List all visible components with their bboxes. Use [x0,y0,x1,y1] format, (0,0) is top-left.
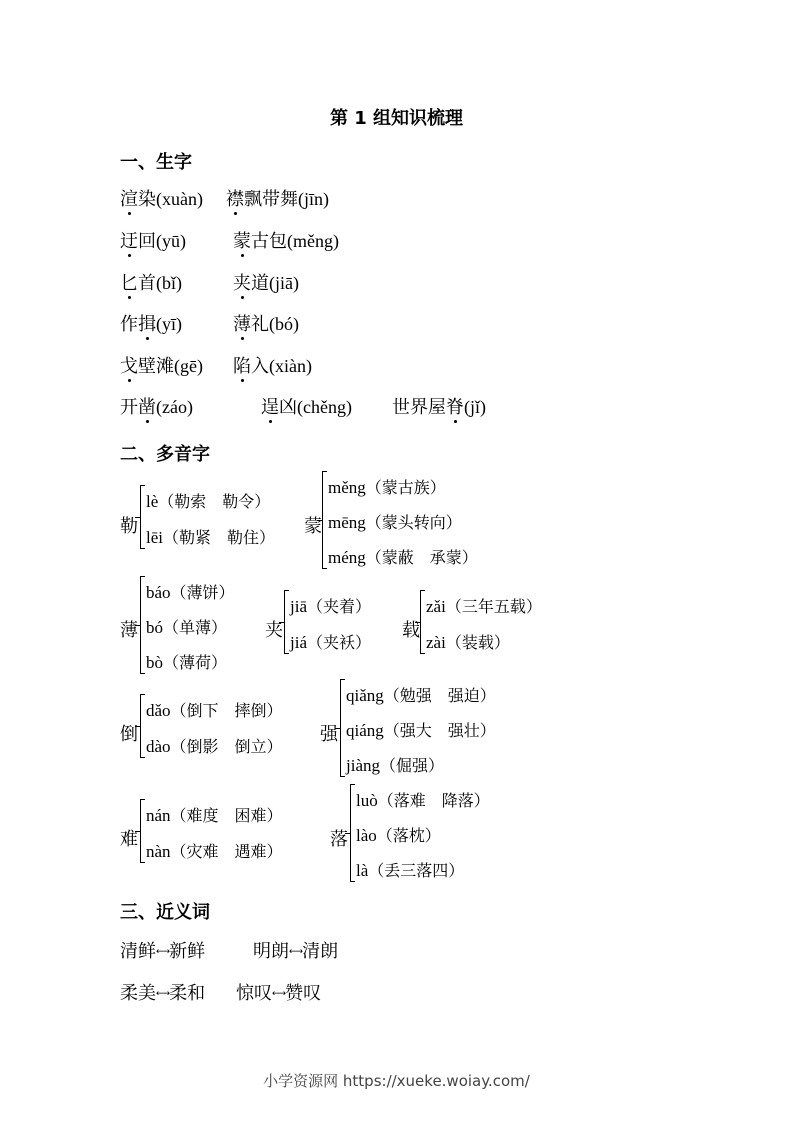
polyphone-reading [346,683,496,706]
pinyin: (bó) [269,314,299,334]
word-text: 作 [120,314,138,335]
word-text: 首 [138,273,156,294]
pinyin: zǎi [426,597,446,616]
dotted-char: 逞 [261,397,279,418]
brace-bracket [140,799,145,863]
pinyin: qiǎng [346,686,384,705]
pinyin: bò [146,653,163,672]
example-words: （勉强 强迫） [383,686,496,705]
synonym-word: 柔和 [169,983,206,1004]
synonym-word: 清朗 [302,941,339,962]
word-text: 世界屋 [392,397,446,418]
example-words: （单薄） [163,618,228,637]
polyphone-reading [426,594,542,617]
pinyin: jiá [290,633,307,652]
pinyin: (jǐ) [464,397,486,417]
new-char-word [226,185,329,211]
pinyin: mēng [328,513,366,532]
synonym-word: 柔美 [120,983,156,1004]
example-words: （倔强） [380,756,445,775]
pinyin: bó [146,618,163,637]
new-char-word [120,310,182,336]
pinyin: nán [146,806,171,825]
polyphone-reading [356,823,441,846]
pinyin: měng [328,478,366,497]
polyphone-reading [146,734,283,757]
pinyin: (yī) [156,314,182,334]
polyphone-reading [290,594,371,617]
example-words: （难度 困难） [170,806,283,825]
word-text: 开 [120,397,138,418]
example-words: （丢三落四） [368,861,465,880]
synonym-pair [120,979,205,1005]
new-char-word [233,352,312,378]
polyphone-reading [146,650,227,673]
dotted-char: 匕 [120,273,138,294]
word-text: 壁滩 [138,356,174,377]
synonym-pair [120,937,205,963]
brace-bracket [350,784,355,882]
example-words: （勒索 勒令） [158,492,271,511]
synonym-word: 新鲜 [169,941,206,962]
pinyin: luò [356,791,378,810]
synonym-word: 清鲜 [120,941,156,962]
polyphone-reading [290,630,371,653]
section-heading-new-chars: 一、生字 [120,152,192,173]
brace-bracket [140,694,145,758]
pinyin: jiàng [346,756,380,775]
dotted-char: 迂 [120,231,138,252]
dotted-char: 戈 [120,356,138,377]
example-words: （强大 强壮） [383,721,496,740]
polyphone-reading [146,803,283,826]
word-text: 入 [251,356,269,377]
synonym-pair [236,979,321,1005]
example-words: （蒙头转向） [365,513,462,532]
polyphone-char: 勒 [120,516,138,537]
brace-bracket [322,471,327,569]
polyphone-char: 蒙 [304,516,322,537]
pinyin: (chěng) [297,397,352,417]
polyphone-reading [426,630,510,653]
brace-bracket [340,679,345,777]
synonym-word: 明朗 [253,941,289,962]
double-arrow-icon: ←→ [272,989,286,999]
example-words: （勒紧 勒住） [163,528,276,547]
pinyin: (gē) [174,356,203,376]
new-char-word [120,185,203,211]
pinyin: là [356,861,369,880]
example-words: （薄荷） [163,653,228,672]
brace-bracket [140,576,145,674]
word-text: 飘带舞 [244,189,298,210]
word-text: 礼 [251,314,269,335]
section-heading-synonyms: 三、近义词 [120,902,210,923]
pinyin: dǎo [146,701,171,720]
new-char-word [392,393,486,419]
dotted-char: 脊 [446,397,464,418]
brace-bracket [284,590,289,654]
synonym-word: 赞叹 [285,983,322,1004]
polyphone-reading [328,510,462,533]
dotted-char: 凿 [138,397,156,418]
example-words: （落难 降落） [377,791,490,810]
example-words: （蒙蔽 承蒙） [365,548,478,567]
page-title: 第 1 组知识梳理 [329,108,464,129]
new-char-word [120,269,182,295]
example-words: （蒙古族） [365,478,446,497]
pinyin: nàn [146,842,171,861]
double-arrow-icon: ←→ [156,947,170,957]
new-char-word [233,227,339,253]
dotted-char: 襟 [226,189,244,210]
section-heading-polyphones: 二、多音字 [120,444,210,465]
polyphone-reading [146,839,283,862]
polyphone-reading [328,545,478,568]
dotted-char: 陷 [233,356,251,377]
new-char-word [120,393,193,419]
dotted-char: 夹 [233,273,251,294]
double-arrow-icon: ←→ [156,989,170,999]
pinyin: (jīn) [298,189,329,209]
polyphone-char: 载 [402,620,420,641]
new-char-word [233,310,299,336]
polyphone-char: 强 [320,724,338,745]
example-words: （夹袄） [307,633,372,652]
example-words: （薄饼） [170,583,235,602]
word-text: 凶 [279,397,297,418]
pinyin: méng [328,548,366,567]
pinyin: (měng) [287,231,339,251]
example-words: （灾难 遇难） [170,842,283,861]
polyphone-reading [346,753,444,776]
dotted-char: 渲 [120,189,138,210]
example-words: （倒下 摔倒） [170,701,283,720]
polyphone-reading [146,615,227,638]
pinyin: lào [356,826,377,845]
polyphone-char: 倒 [120,724,138,745]
word-text: 回 [138,231,156,252]
polyphone-char: 难 [120,829,138,850]
polyphone-reading [356,858,464,881]
polyphone-reading [146,698,283,721]
new-char-word [120,227,186,253]
polyphone-char: 薄 [120,620,138,641]
new-char-word [261,393,352,419]
polyphone-reading [146,580,235,603]
pinyin: (xiàn) [269,356,312,376]
new-char-word [120,352,203,378]
polyphone-reading [356,788,490,811]
pinyin: dào [146,737,171,756]
footer-source: 小学资源网 https://xueke.woiay.com/ [263,1072,530,1090]
pinyin: (jiā) [269,273,299,293]
pinyin: (bǐ) [156,273,182,293]
dotted-char: 揖 [138,314,156,335]
polyphone-reading [146,489,270,512]
new-char-word [233,269,299,295]
pinyin: lēi [146,528,163,547]
dotted-char: 薄 [233,314,251,335]
example-words: （落枕） [376,826,441,845]
brace-bracket [140,485,145,549]
pinyin: (yū) [156,231,186,251]
polyphone-reading [146,525,275,548]
example-words: （夹着） [307,597,372,616]
pinyin: lè [146,492,159,511]
pinyin: báo [146,583,171,602]
polyphone-char: 落 [330,829,348,850]
word-text: 古包 [251,231,287,252]
synonym-word: 惊叹 [236,983,272,1004]
polyphone-reading [328,475,446,498]
pinyin: (záo) [156,397,193,417]
pinyin: jiā [290,597,307,616]
pinyin: qiáng [346,721,384,740]
double-arrow-icon: ←→ [289,947,303,957]
dotted-char: 蒙 [233,231,251,252]
synonym-pair [253,937,338,963]
example-words: （三年五载） [445,597,542,616]
word-text: 道 [251,273,269,294]
example-words: （装载） [445,633,510,652]
pinyin: (xuàn) [156,189,203,209]
pinyin: zài [426,633,446,652]
brace-bracket [420,590,425,654]
example-words: （倒影 倒立） [170,737,283,756]
polyphone-reading [346,718,496,741]
polyphone-char: 夹 [265,620,283,641]
word-text: 染 [138,189,156,210]
